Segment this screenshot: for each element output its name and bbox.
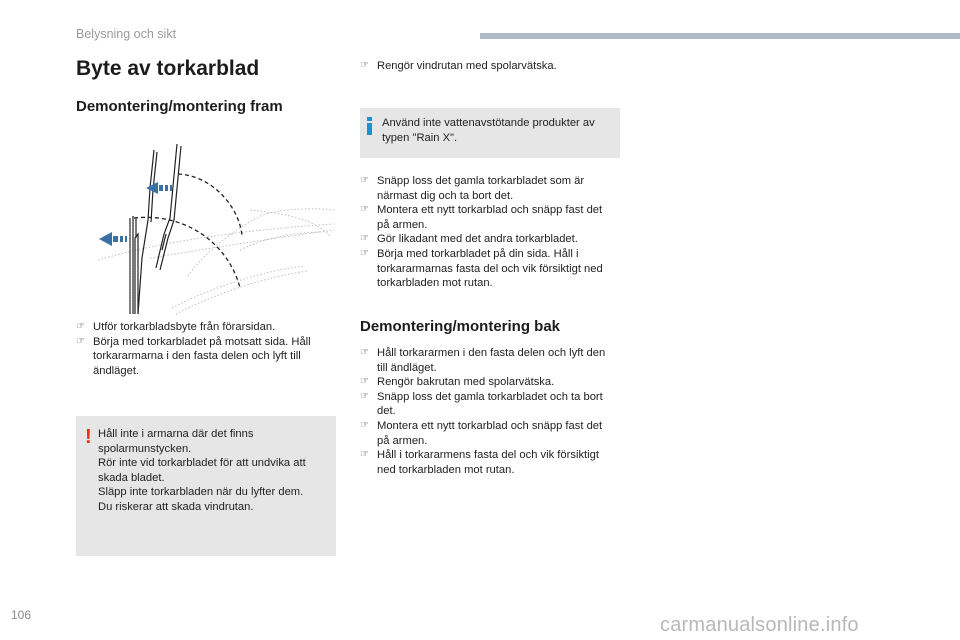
step-text: Utför torkarbladsbyte från förarsidan. — [93, 321, 276, 333]
list-item — [76, 335, 340, 379]
pointing-hand-icon: ☞ — [360, 390, 369, 402]
step-text: Rengör vindrutan med spolarvätska. — [377, 60, 557, 72]
list-item — [360, 174, 612, 203]
step-text: Snäpp loss det gamla torkarbladet och ta bort det. — [377, 390, 603, 418]
step-text: Gör likadant med det andra torkarbladet. — [377, 233, 578, 246]
info-box — [360, 108, 620, 158]
info-text: Använd inte vattenavstötande produkter av typen "Rain X". — [382, 117, 595, 144]
list-item — [360, 419, 612, 448]
rear-heading: Demontering/montering bak — [360, 318, 561, 335]
page-title: Byte av torkarblad — [76, 57, 260, 80]
list-item — [360, 390, 612, 419]
pointing-hand-icon: ☞ — [360, 419, 369, 431]
step-text: Håll torkararmen i den fasta delen och lyft den till ändläget. — [377, 347, 606, 374]
step-text: Rengör bakrutan med spolarvätska. — [377, 376, 555, 389]
list-item — [360, 247, 612, 291]
warning-line: Håll inte i armarna där det finns spolarmunstycken. — [98, 428, 254, 455]
warning-icon: ! — [85, 426, 92, 448]
list-item — [360, 375, 612, 390]
watermark[interactable]: carmanualsonline.info — [660, 614, 859, 636]
step-text: Snäpp loss det gamla torkarbladet som är närmast dig och ta bort det. — [377, 175, 585, 202]
front-heading: Demontering/montering fram — [76, 98, 283, 115]
list-item — [360, 203, 612, 232]
pointing-hand-icon: ☞ — [360, 449, 369, 461]
pointing-hand-icon: ☞ — [76, 335, 85, 347]
rear-steps — [360, 346, 612, 477]
warning-text — [98, 427, 332, 515]
warning-line: Du riskerar att skada vindrutan. — [98, 500, 254, 513]
step-text: Montera ett nytt torkarblad och snäpp fast det på armen. — [377, 204, 603, 231]
header-bar — [480, 33, 960, 39]
step-text: Montera ett nytt torkarblad och snäpp fast det på armen. — [377, 419, 603, 447]
warning-line: Rör inte vid torkarbladet för att undvika att skada bladet. — [98, 457, 306, 484]
step-text: Börja med torkarbladet på motsatt sida. Håll torkararmarna i den fasta delen och lyft till ändläget. — [93, 335, 311, 377]
info-icon-bar — [367, 123, 372, 135]
page-number: 106 — [11, 608, 32, 622]
list-item — [360, 59, 620, 74]
list-item — [360, 448, 612, 477]
pointing-hand-icon: ☞ — [76, 321, 85, 332]
clean-step — [360, 59, 620, 74]
front-steps — [76, 320, 340, 378]
pointing-hand-icon: ☞ — [360, 347, 369, 358]
replace-steps — [360, 174, 612, 291]
step-text: Håll i torkararmens fasta del och vik försiktigt ned torkarbladen mot rutan. — [377, 449, 599, 476]
pointing-hand-icon: ☞ — [360, 247, 369, 259]
section-header: Belysning och sikt — [76, 27, 177, 41]
info-icon — [367, 117, 372, 121]
pointing-hand-icon: ☞ — [360, 175, 369, 186]
pointing-hand-icon: ☞ — [360, 204, 369, 216]
wiper-illustration — [90, 138, 340, 316]
list-item — [360, 346, 612, 375]
warning-line: Släpp inte torkarbladen när du lyfter dem. — [98, 486, 304, 499]
pointing-hand-icon: ☞ — [360, 233, 369, 245]
warning-box — [76, 416, 336, 556]
step-text: Börja med torkarbladet på din sida. Håll i torkararmarnas fasta del och vik försiktigt ned torkarbladen mot rutan. — [377, 247, 603, 290]
pointing-hand-icon: ☞ — [360, 376, 369, 388]
pointing-hand-icon: ☞ — [360, 60, 369, 71]
list-item — [360, 232, 612, 247]
list-item — [76, 320, 340, 335]
